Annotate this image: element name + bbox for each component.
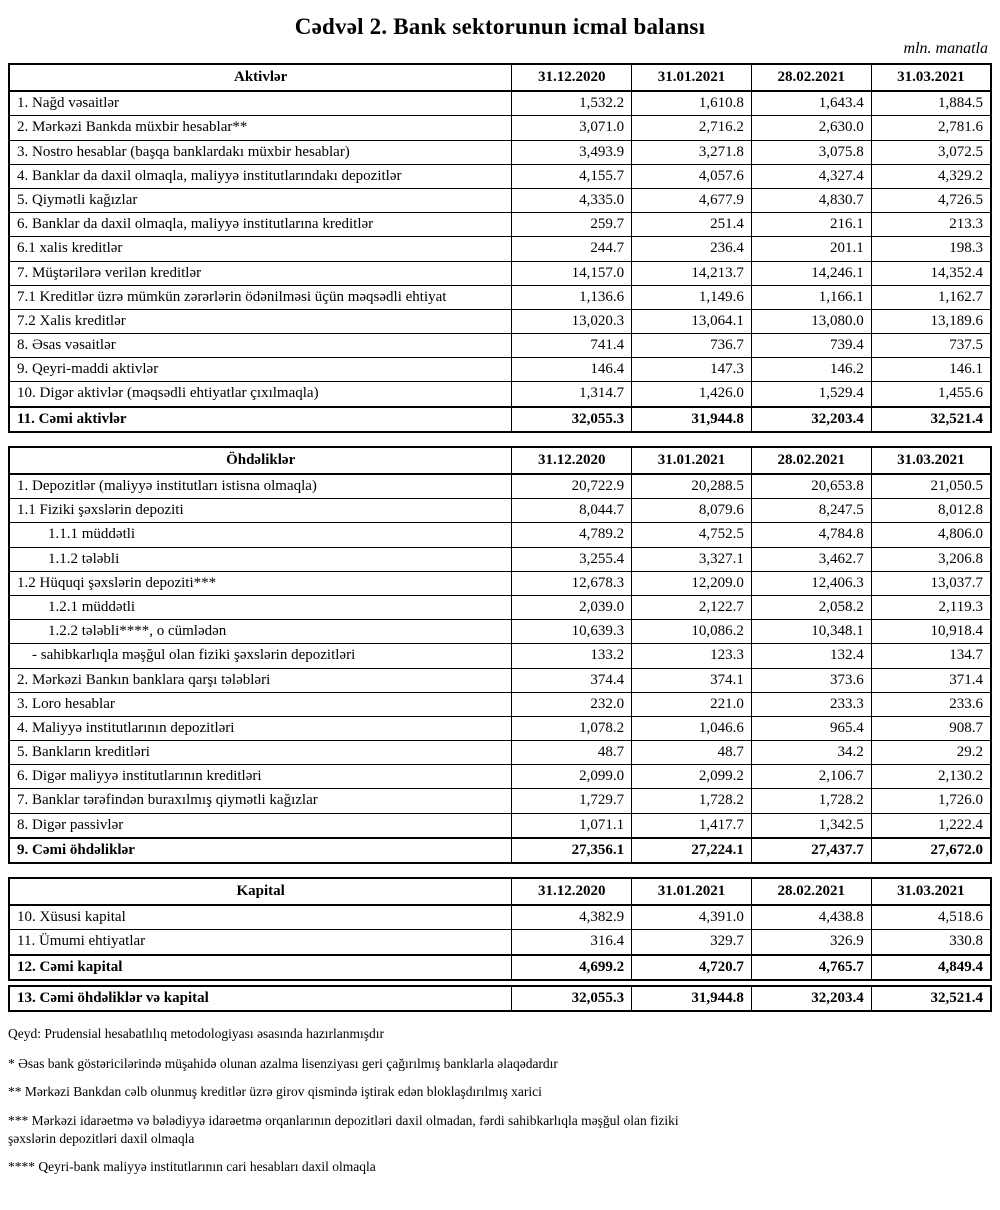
- cell-value: 371.4: [871, 668, 991, 692]
- row-label: 9. Cəmi öhdəliklər: [9, 838, 512, 863]
- table-row: [9, 285, 991, 309]
- cell-value: 739.4: [751, 334, 871, 358]
- cell-value: 908.7: [871, 716, 991, 740]
- cell-value: 3,072.5: [871, 140, 991, 164]
- footnote: *** Mərkəzi idarəetmə və bələdiyyə idarəetmə orqanlarının depozitləri daxil olmadan, fərdi sahibkarlıqla məşğul olan fiziki şəxslərin depozitləri daxil olmaqla: [8, 1112, 679, 1146]
- cell-value: 13,080.0: [751, 309, 871, 333]
- cell-value: 3,075.8: [751, 140, 871, 164]
- cell-value: 236.4: [632, 237, 752, 261]
- table-row: [9, 164, 991, 188]
- table-row: [9, 644, 991, 668]
- row-label: 4. Maliyyə institutlarının depozitləri: [9, 716, 512, 740]
- cell-value: 2,106.7: [751, 765, 871, 789]
- cell-value: 1,166.1: [751, 285, 871, 309]
- cell-value: 27,356.1: [512, 838, 632, 863]
- cell-value: 221.0: [632, 692, 752, 716]
- footnote: Qeyd: Prudensial hesabatlılıq metodologiyası əsasında hazırlanmışdır: [8, 1025, 385, 1041]
- row-label: 3. Loro hesablar: [9, 692, 512, 716]
- cell-value: 14,157.0: [512, 261, 632, 285]
- row-label: 1.2.1 müddətli: [9, 595, 512, 619]
- row-label: 10. Xüsusi kapital: [9, 905, 512, 930]
- cell-value: 201.1: [751, 237, 871, 261]
- cell-value: 316.4: [512, 930, 632, 955]
- cell-value: 2,039.0: [512, 595, 632, 619]
- cell-value: 8,044.7: [512, 499, 632, 523]
- cell-value: 31,944.8: [632, 407, 752, 432]
- cell-value: 1,610.8: [632, 91, 752, 116]
- row-label: 6. Digər maliyyə institutlarının kreditləri: [9, 765, 512, 789]
- cell-value: 48.7: [632, 741, 752, 765]
- cell-value: 233.3: [751, 692, 871, 716]
- cell-value: 1,078.2: [512, 716, 632, 740]
- row-label: 8. Digər passivlər: [9, 813, 512, 838]
- cell-value: 34.2: [751, 741, 871, 765]
- cell-value: 1,529.4: [751, 382, 871, 407]
- cell-value: 4,789.2: [512, 523, 632, 547]
- cell-value: 1,643.4: [751, 91, 871, 116]
- cell-value: 10,918.4: [871, 620, 991, 644]
- cell-value: 134.7: [871, 644, 991, 668]
- row-label: 1.1.2 tələbli: [9, 547, 512, 571]
- cell-value: 147.3: [632, 358, 752, 382]
- cell-value: 1,726.0: [871, 789, 991, 813]
- row-label: 1. Depozitlər (maliyyə institutları istisna olmaqla): [9, 474, 512, 499]
- row-label: 11. Ümumi ehtiyatlar: [9, 930, 512, 955]
- table-row: [9, 523, 991, 547]
- row-label: 7. Müştərilərə verilən kreditlər: [9, 261, 512, 285]
- table-row: [9, 838, 991, 863]
- cell-value: 2,058.2: [751, 595, 871, 619]
- row-label: 1. Nağd vəsaitlər: [9, 91, 512, 116]
- cell-value: 3,255.4: [512, 547, 632, 571]
- cell-value: 8,247.5: [751, 499, 871, 523]
- row-label: 2. Mərkəzi Bankın banklara qarşı tələbləri: [9, 668, 512, 692]
- cell-value: 1,884.5: [871, 91, 991, 116]
- cell-value: 2,099.0: [512, 765, 632, 789]
- cell-value: 8,012.8: [871, 499, 991, 523]
- table-row: [9, 116, 991, 140]
- cell-value: 1,314.7: [512, 382, 632, 407]
- cell-value: 3,271.8: [632, 140, 752, 164]
- row-label: 11. Cəmi aktivlər: [9, 407, 512, 432]
- cell-value: 2,716.2: [632, 116, 752, 140]
- footnote: **** Qeyri-bank maliyyə institutlarının cari hesabları daxil olmaqla: [8, 1159, 376, 1175]
- table-row: [9, 789, 991, 813]
- cell-value: 27,437.7: [751, 838, 871, 863]
- footnotes: [8, 1025, 992, 1176]
- cell-value: 10,639.3: [512, 620, 632, 644]
- row-label: 8. Əsas vəsaitlər: [9, 334, 512, 358]
- table-row: [9, 620, 991, 644]
- cell-value: 14,246.1: [751, 261, 871, 285]
- cell-value: 1,728.2: [751, 789, 871, 813]
- cell-value: 2,122.7: [632, 595, 752, 619]
- cell-value: 32,203.4: [751, 986, 871, 1011]
- cell-value: 4,327.4: [751, 164, 871, 188]
- cell-value: 32,055.3: [512, 986, 632, 1011]
- column-header: 28.02.2021: [751, 64, 871, 91]
- table-row: [9, 930, 991, 955]
- table-row: [9, 905, 991, 930]
- footnote: ** Mərkəzi Bankdan cəlb olunmuş kreditlər üzrə girov qismində iştirak edən bloklaşdırılmış xarici: [8, 1084, 542, 1100]
- balance-tables: [8, 63, 992, 1012]
- cell-value: 13,037.7: [871, 571, 991, 595]
- cell-value: 3,462.7: [751, 547, 871, 571]
- cell-value: 2,781.6: [871, 116, 991, 140]
- table-row: [9, 692, 991, 716]
- table-row: [9, 91, 991, 116]
- cell-value: 1,136.6: [512, 285, 632, 309]
- cell-value: 3,071.0: [512, 116, 632, 140]
- cell-value: 32,521.4: [871, 986, 991, 1011]
- column-header: 28.02.2021: [751, 878, 871, 905]
- cell-value: 2,130.2: [871, 765, 991, 789]
- cell-value: 374.4: [512, 668, 632, 692]
- column-header: 31.12.2020: [512, 878, 632, 905]
- cell-value: 4,677.9: [632, 188, 752, 212]
- page-title: Cədvəl 2. Bank sektorunun icmal balansı: [294, 14, 706, 39]
- row-label: 6.1 xalis kreditlər: [9, 237, 512, 261]
- cell-value: 21,050.5: [871, 474, 991, 499]
- cell-value: 4,830.7: [751, 188, 871, 212]
- cell-value: 330.8: [871, 930, 991, 955]
- cell-value: 4,806.0: [871, 523, 991, 547]
- row-label: 4. Banklar da daxil olmaqla, maliyyə institutlarındakı depozitlər: [9, 164, 512, 188]
- table-row: [9, 571, 991, 595]
- cell-value: 10,348.1: [751, 620, 871, 644]
- cell-value: 8,079.6: [632, 499, 752, 523]
- cell-value: 20,288.5: [632, 474, 752, 499]
- cell-value: 4,382.9: [512, 905, 632, 930]
- table-row: [9, 955, 991, 980]
- table-row: [9, 716, 991, 740]
- cell-value: 20,722.9: [512, 474, 632, 499]
- cell-value: 32,521.4: [871, 407, 991, 432]
- table-aktivler: [8, 63, 992, 433]
- cell-value: 13,189.6: [871, 309, 991, 333]
- cell-value: 13,064.1: [632, 309, 752, 333]
- cell-value: 1,729.7: [512, 789, 632, 813]
- row-label: 5. Bankların kreditləri: [9, 741, 512, 765]
- section-header: Aktivlər: [9, 64, 512, 91]
- cell-value: 4,849.4: [871, 955, 991, 980]
- cell-value: 31,944.8: [632, 986, 752, 1011]
- cell-value: 1,162.7: [871, 285, 991, 309]
- table-row: [9, 547, 991, 571]
- table-row: [9, 741, 991, 765]
- row-label: 10. Digər aktivlər (məqsədli ehtiyatlar çıxılmaqla): [9, 382, 512, 407]
- cell-value: 48.7: [512, 741, 632, 765]
- row-label: 3. Nostro hesablar (başqa banklardakı müxbir hesablar): [9, 140, 512, 164]
- cell-value: 123.3: [632, 644, 752, 668]
- cell-value: 3,206.8: [871, 547, 991, 571]
- cell-value: 10,086.2: [632, 620, 752, 644]
- table-row: [9, 474, 991, 499]
- table-row: [9, 309, 991, 333]
- unit-label: mln. manatla: [903, 40, 988, 57]
- header-row: [9, 64, 991, 91]
- cell-value: 133.2: [512, 644, 632, 668]
- table-kapital: [8, 877, 992, 981]
- table-row: [9, 334, 991, 358]
- cell-value: 4,752.5: [632, 523, 752, 547]
- row-label: 2. Mərkəzi Bankda müxbir hesablar**: [9, 116, 512, 140]
- cell-value: 3,493.9: [512, 140, 632, 164]
- table-row: [9, 237, 991, 261]
- cell-value: 27,224.1: [632, 838, 752, 863]
- cell-value: 216.1: [751, 213, 871, 237]
- cell-value: 1,071.1: [512, 813, 632, 838]
- cell-value: 1,149.6: [632, 285, 752, 309]
- column-header: 31.01.2021: [632, 64, 752, 91]
- cell-value: 736.7: [632, 334, 752, 358]
- table-row: [9, 261, 991, 285]
- cell-value: 213.3: [871, 213, 991, 237]
- cell-value: 146.4: [512, 358, 632, 382]
- cell-value: 737.5: [871, 334, 991, 358]
- cell-value: 20,653.8: [751, 474, 871, 499]
- table-row: [9, 188, 991, 212]
- cell-value: 32,055.3: [512, 407, 632, 432]
- cell-value: 1,532.2: [512, 91, 632, 116]
- cell-value: 251.4: [632, 213, 752, 237]
- table-row: [9, 140, 991, 164]
- cell-value: 4,784.8: [751, 523, 871, 547]
- cell-value: 329.7: [632, 930, 752, 955]
- cell-value: 1,455.6: [871, 382, 991, 407]
- cell-value: 4,329.2: [871, 164, 991, 188]
- cell-value: 146.1: [871, 358, 991, 382]
- table-row: [9, 358, 991, 382]
- cell-value: 4,155.7: [512, 164, 632, 188]
- cell-value: 29.2: [871, 741, 991, 765]
- cell-value: 741.4: [512, 334, 632, 358]
- row-label: 1.2.2 tələbli****, o cümlədən: [9, 620, 512, 644]
- column-header: 28.02.2021: [751, 447, 871, 474]
- cell-value: 233.6: [871, 692, 991, 716]
- cell-value: 4,391.0: [632, 905, 752, 930]
- cell-value: 2,099.2: [632, 765, 752, 789]
- table-row: [9, 382, 991, 407]
- cell-value: 965.4: [751, 716, 871, 740]
- table-cemi-ohdelikler-ve-kapital: [8, 985, 992, 1012]
- cell-value: 132.4: [751, 644, 871, 668]
- table-row: [9, 407, 991, 432]
- row-label: 1.1.1 müddətli: [9, 523, 512, 547]
- row-label: 12. Cəmi kapital: [9, 955, 512, 980]
- row-label: 1.1 Fiziki şəxslərin depoziti: [9, 499, 512, 523]
- cell-value: 12,406.3: [751, 571, 871, 595]
- cell-value: 1,342.5: [751, 813, 871, 838]
- table-row: [9, 499, 991, 523]
- cell-value: 2,630.0: [751, 116, 871, 140]
- cell-value: 232.0: [512, 692, 632, 716]
- column-header: 31.12.2020: [512, 64, 632, 91]
- cell-value: 13,020.3: [512, 309, 632, 333]
- cell-value: 12,678.3: [512, 571, 632, 595]
- cell-value: 14,352.4: [871, 261, 991, 285]
- column-header: 31.01.2021: [632, 878, 752, 905]
- header-row: [9, 447, 991, 474]
- cell-value: 2,119.3: [871, 595, 991, 619]
- cell-value: 3,327.1: [632, 547, 752, 571]
- cell-value: 4,057.6: [632, 164, 752, 188]
- cell-value: 12,209.0: [632, 571, 752, 595]
- row-label: 7. Banklar tərəfindən buraxılmış qiymətli kağızlar: [9, 789, 512, 813]
- cell-value: 326.9: [751, 930, 871, 955]
- header-row: [9, 878, 991, 905]
- section-header: Öhdəliklər: [9, 447, 512, 474]
- cell-value: 4,518.6: [871, 905, 991, 930]
- row-label: - sahibkarlıqla məşğul olan fiziki şəxslərin depozitləri: [9, 644, 512, 668]
- cell-value: 198.3: [871, 237, 991, 261]
- cell-value: 32,203.4: [751, 407, 871, 432]
- row-label: 7.1 Kreditlər üzrə mümkün zərərlərin ödənilməsi üçün məqsədli ehtiyat: [9, 285, 512, 309]
- cell-value: 259.7: [512, 213, 632, 237]
- cell-value: 4,438.8: [751, 905, 871, 930]
- table-row: [9, 765, 991, 789]
- footnote: * Əsas bank göstəricilərində müşahidə olunan azalma lisenziyası geri çağırılmış banklarla əlaqədardır: [8, 1056, 558, 1072]
- table-ohdelikler: [8, 446, 992, 864]
- cell-value: 244.7: [512, 237, 632, 261]
- cell-value: 27,672.0: [871, 838, 991, 863]
- cell-value: 4,726.5: [871, 188, 991, 212]
- cell-value: 1,426.0: [632, 382, 752, 407]
- table-row: [9, 986, 991, 1011]
- table-row: [9, 595, 991, 619]
- column-header: 31.12.2020: [512, 447, 632, 474]
- row-label: 13. Cəmi öhdəliklər və kapital: [9, 986, 512, 1011]
- column-header: 31.03.2021: [871, 878, 991, 905]
- cell-value: 14,213.7: [632, 261, 752, 285]
- row-label: 7.2 Xalis kreditlər: [9, 309, 512, 333]
- table-row: [9, 668, 991, 692]
- column-header: 31.03.2021: [871, 447, 991, 474]
- cell-value: 374.1: [632, 668, 752, 692]
- row-label: 9. Qeyri-maddi aktivlər: [9, 358, 512, 382]
- cell-value: 1,728.2: [632, 789, 752, 813]
- row-label: 1.2 Hüquqi şəxslərin depoziti***: [9, 571, 512, 595]
- row-label: 5. Qiymətli kağızlar: [9, 188, 512, 212]
- cell-value: 1,046.6: [632, 716, 752, 740]
- column-header: 31.03.2021: [871, 64, 991, 91]
- cell-value: 1,417.7: [632, 813, 752, 838]
- table-row: [9, 813, 991, 838]
- cell-value: 373.6: [751, 668, 871, 692]
- cell-value: 4,335.0: [512, 188, 632, 212]
- section-header: Kapital: [9, 878, 512, 905]
- cell-value: 4,720.7: [632, 955, 752, 980]
- cell-value: 4,765.7: [751, 955, 871, 980]
- cell-value: 146.2: [751, 358, 871, 382]
- column-header: 31.01.2021: [632, 447, 752, 474]
- table-row: [9, 213, 991, 237]
- row-label: 6. Banklar da daxil olmaqla, maliyyə institutlarına kreditlər: [9, 213, 512, 237]
- cell-value: 4,699.2: [512, 955, 632, 980]
- cell-value: 1,222.4: [871, 813, 991, 838]
